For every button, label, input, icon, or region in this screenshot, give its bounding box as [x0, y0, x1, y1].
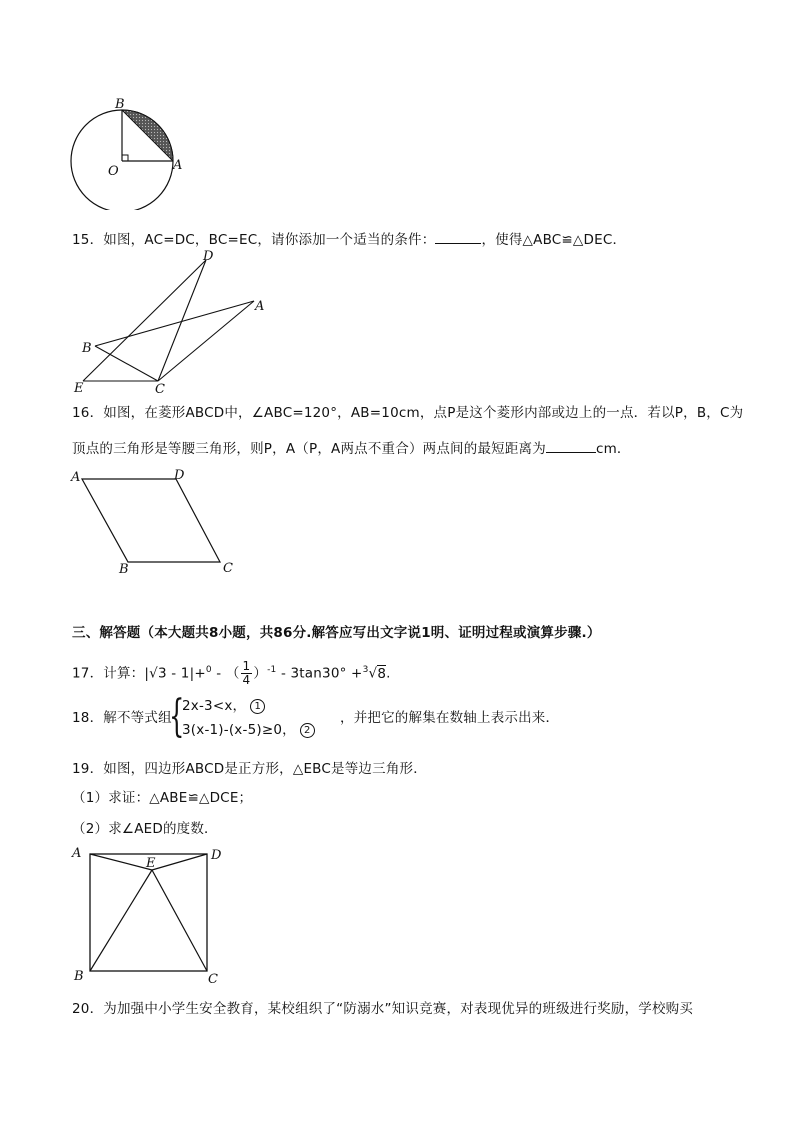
- q18-suffix: ，并把它的解集在数轴上表示出来．: [340, 710, 560, 726]
- label-b: B: [82, 341, 92, 356]
- q15-text: 15．如图，AC=DC，BC=EC，请你添加一个适当的条件： ，使得△ABC≌△DEC．: [72, 229, 626, 249]
- right-angle-mark: [122, 155, 128, 161]
- label-d: D: [203, 249, 214, 264]
- square-abcd: [90, 854, 207, 971]
- label-b: B: [119, 562, 129, 577]
- shaded-segment: [122, 110, 173, 161]
- section-3-heading: 三、解答题（本大题共8小题，共86分.解答应写出文字说1明、证明过程或演算步骤.）: [72, 625, 601, 641]
- q15-answer-blank[interactable]: [435, 229, 481, 244]
- q19-part1: （1）求证：△ABE≌△DCE；: [72, 790, 253, 806]
- q17-expression: 17．计算：|√3 - 1|+$^0$ - （ $\frac{1}{4}$ ）$^{-1}$ - 3tan30° +$^3$√8.: [72, 659, 391, 687]
- label-c: C: [155, 382, 165, 396]
- label-a: A: [72, 846, 82, 861]
- cube-root-sign: √: [368, 665, 378, 682]
- label-b: B: [115, 97, 125, 112]
- label-c: C: [208, 972, 218, 987]
- label-a: A: [71, 470, 81, 485]
- q16-line2: 顶点的三角形是等腰三角形，则P，A（P，A两点不重合）两点间的最短距离为 cm．: [72, 438, 631, 458]
- q18-prefix: 18．解不等式组: [72, 710, 172, 726]
- q19-line1: 19．如图，四边形ABCD是正方形，△EBC是等边三角形．: [72, 761, 427, 777]
- circled-1: 1: [250, 699, 265, 714]
- q20-line1: 20．为加强中小学生安全教育，某校组织了“防溺水”知识竞赛，对表现优异的班级进行奖励，学校购买: [72, 1001, 694, 1017]
- q18-inequality-2: 3(x-1)-(x-5)≥0， 2: [182, 721, 315, 739]
- fraction-one-quarter: $\frac{1}{4}$: [242, 659, 251, 687]
- q19-part2: （2）求∠AED的度数．: [72, 821, 218, 837]
- label-d: D: [174, 468, 185, 483]
- circled-2: 2: [300, 723, 315, 738]
- label-b: B: [74, 969, 84, 984]
- rhombus-abcd: [82, 479, 220, 562]
- label-e: E: [74, 381, 84, 396]
- q16-answer-blank[interactable]: [546, 438, 596, 453]
- label-a: A: [173, 158, 183, 173]
- system-brace: {: [169, 691, 185, 742]
- label-e: E: [146, 856, 156, 871]
- label-c: C: [223, 561, 233, 576]
- triangles-figure: [68, 248, 273, 396]
- square-figure: [66, 842, 231, 990]
- label-a: A: [255, 299, 265, 314]
- label-d: D: [211, 848, 222, 863]
- label-o: O: [108, 164, 119, 179]
- q16-line1: 16．如图，在菱形ABCD中，∠ABC=120°，AB=10cm，点P是这个菱形内部或边上的一点．若以P，B，C为: [72, 405, 744, 421]
- circle-figure: [60, 95, 190, 210]
- q18-inequality-1: 2x-3<x， 1: [182, 697, 265, 715]
- rhombus-figure: [68, 466, 243, 578]
